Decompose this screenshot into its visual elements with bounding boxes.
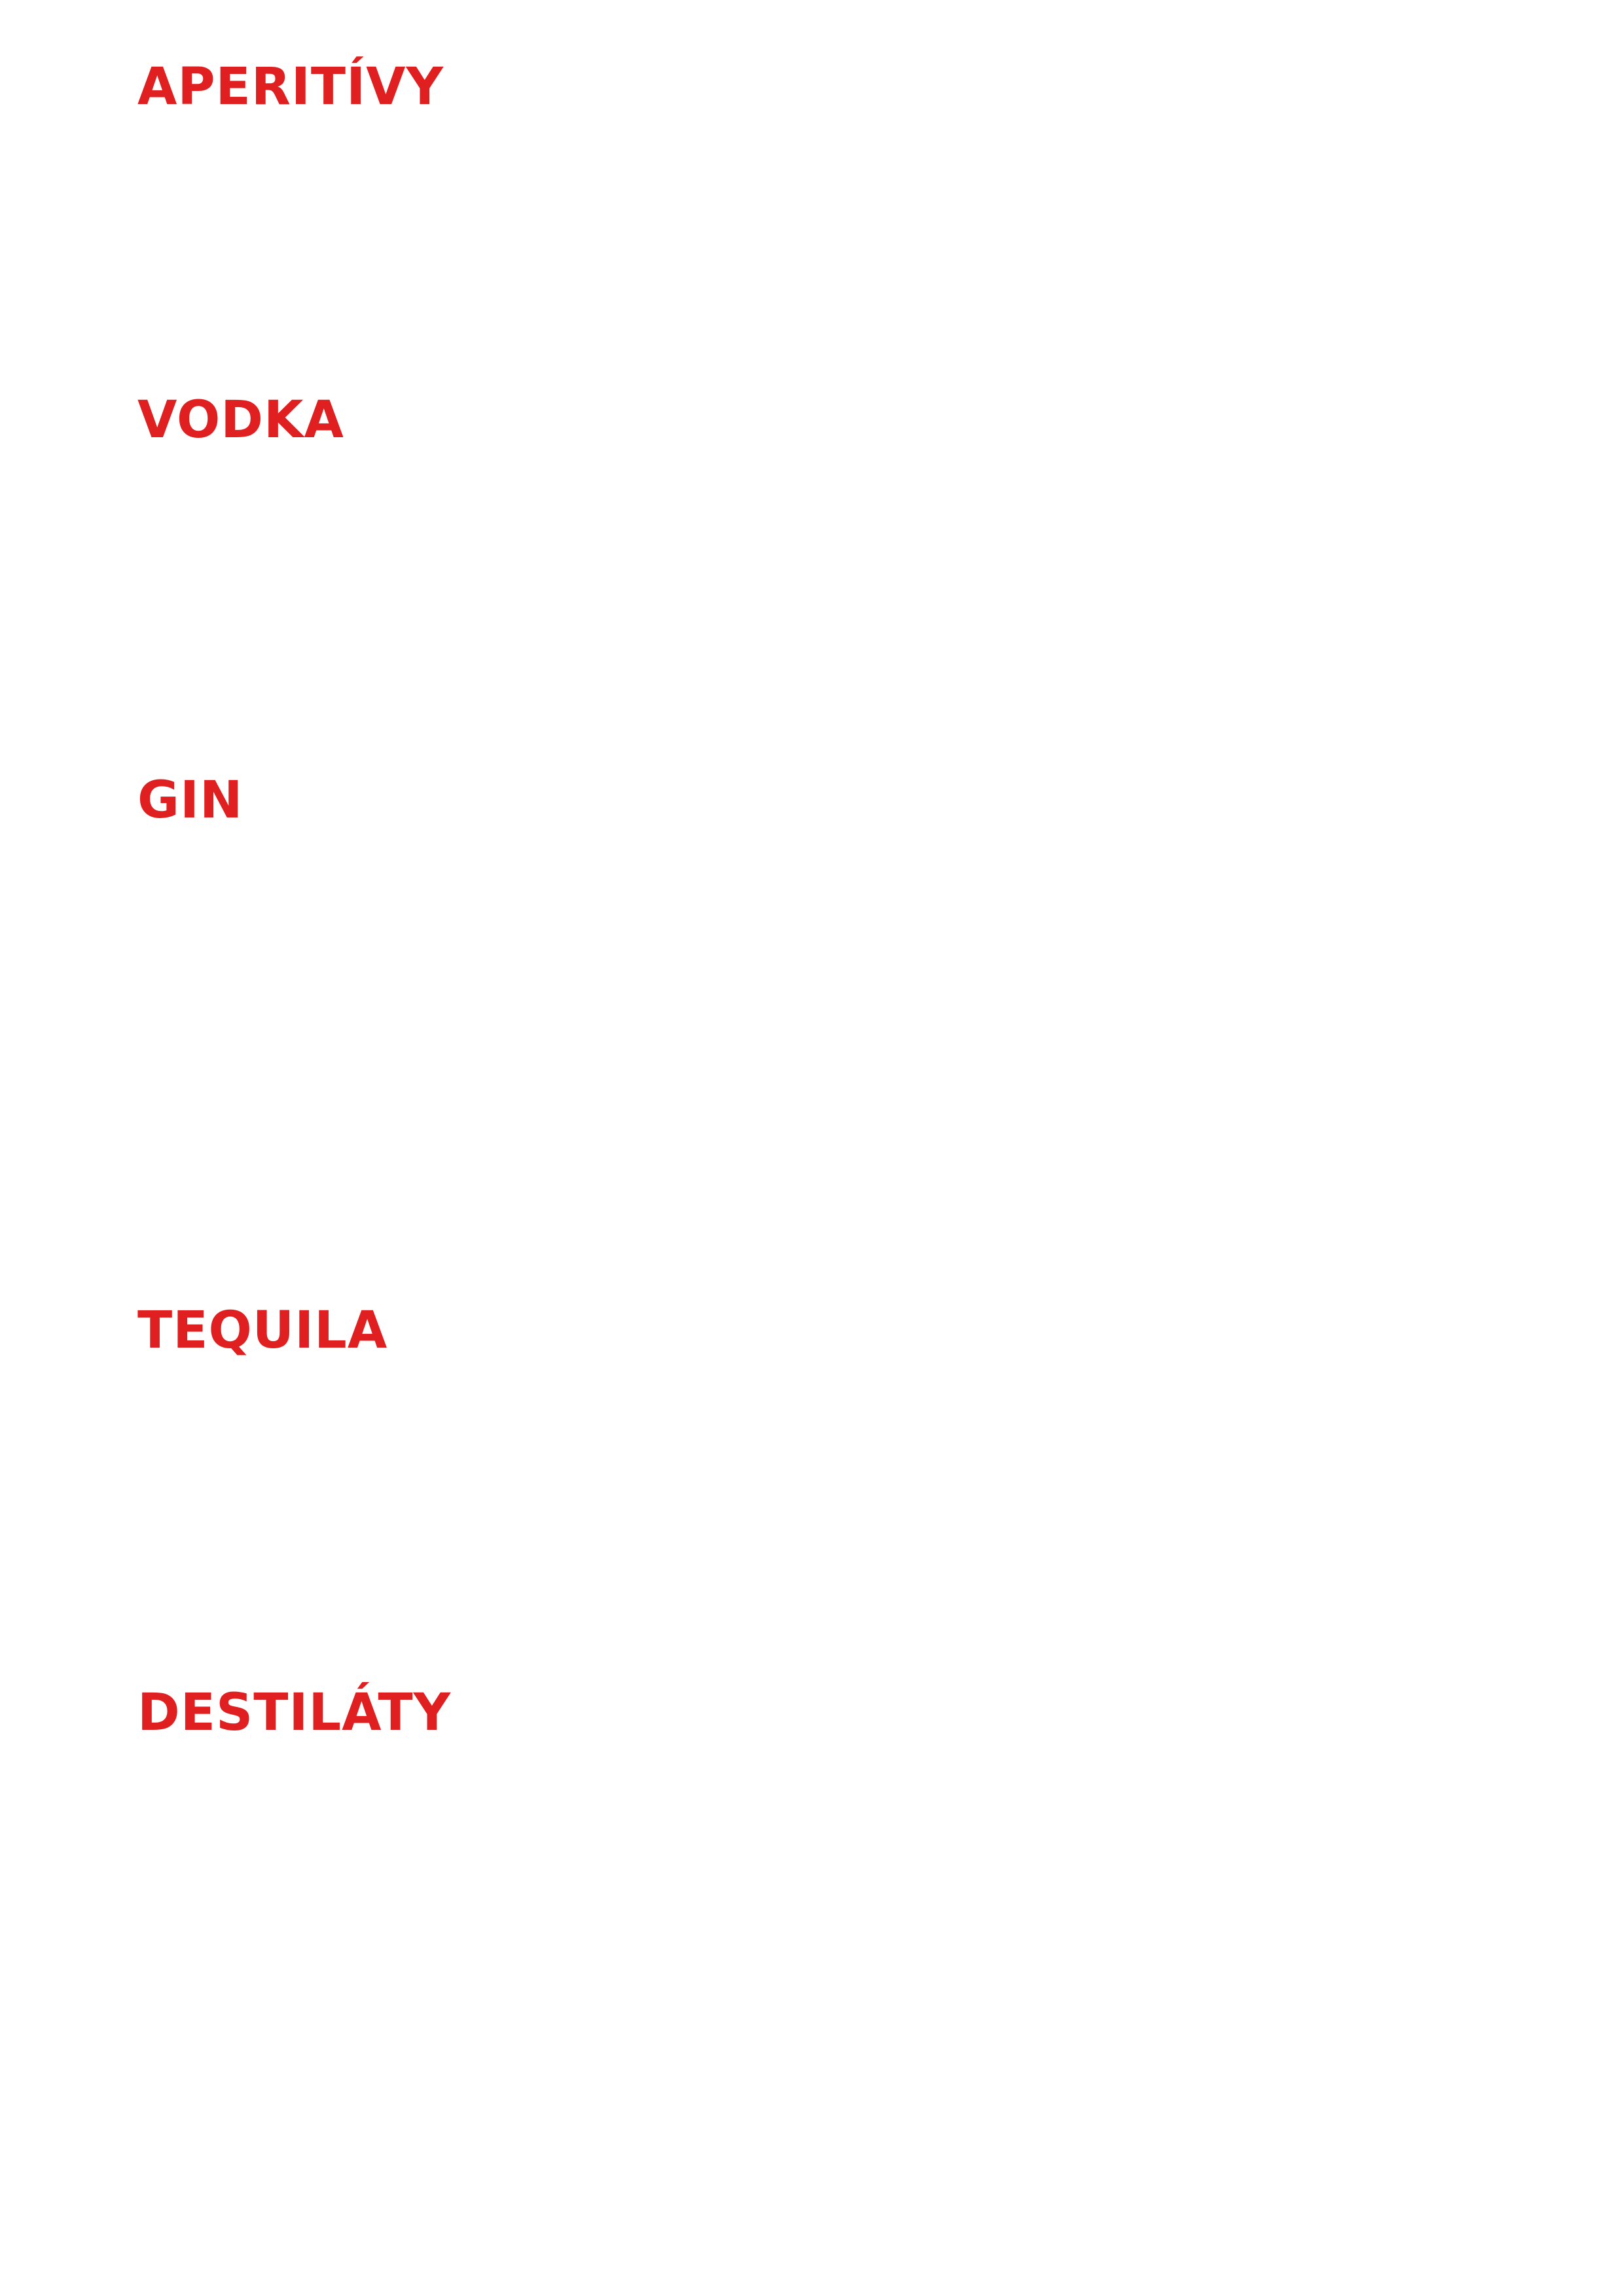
section-heading-vodka: VODKA: [137, 391, 344, 450]
section-heading-destilaty: DESTILÁTY: [137, 1683, 452, 1742]
section-heading-gin: GIN: [137, 771, 244, 830]
section-heading-aperitivy: APERITÍVY: [137, 58, 444, 117]
section-heading-tequila: TEQUILA: [137, 1301, 388, 1360]
